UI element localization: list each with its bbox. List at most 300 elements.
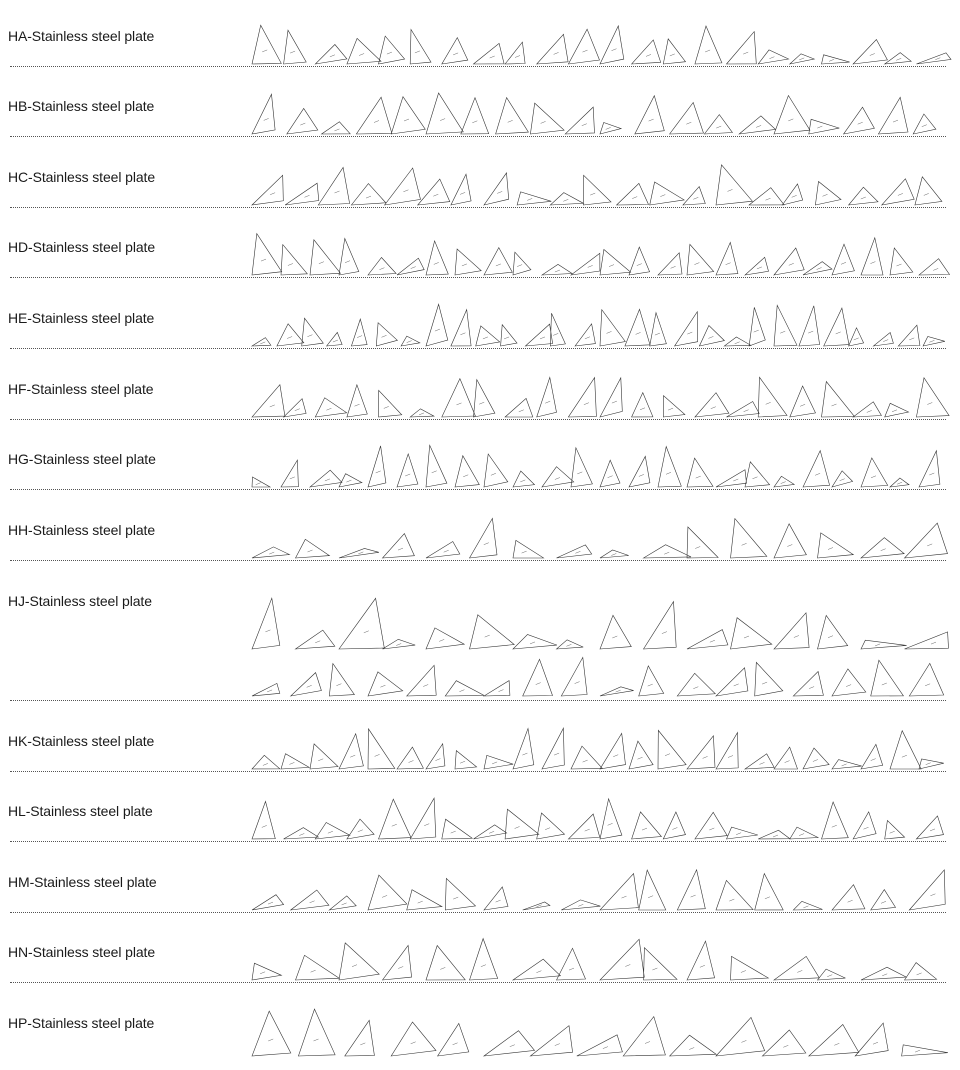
plate-piece bbox=[774, 956, 819, 980]
plate-piece bbox=[716, 242, 738, 275]
plate-marking bbox=[287, 337, 292, 339]
plate-piece bbox=[745, 257, 769, 275]
plate-marking bbox=[933, 268, 938, 270]
plate-piece bbox=[724, 337, 751, 346]
plate-piece bbox=[327, 332, 343, 346]
plate-piece bbox=[731, 519, 767, 558]
plate-piece bbox=[252, 338, 271, 346]
plate-piece bbox=[397, 258, 424, 275]
plate-piece bbox=[695, 26, 722, 64]
row-label: HF-Stainless steel plate bbox=[8, 381, 154, 397]
plate-piece bbox=[803, 748, 829, 769]
plate-piece bbox=[571, 253, 600, 275]
plate-marking bbox=[519, 410, 524, 412]
plate-marking bbox=[522, 753, 527, 755]
plate-piece bbox=[445, 681, 484, 696]
plate-marking bbox=[870, 262, 875, 264]
plate-marking bbox=[927, 544, 932, 546]
plate-marking bbox=[345, 261, 350, 263]
plate-marking bbox=[799, 834, 804, 836]
plate-piece bbox=[600, 939, 644, 980]
plate-marking bbox=[451, 831, 456, 833]
plate-marking bbox=[637, 264, 642, 266]
plate-piece bbox=[809, 1025, 859, 1057]
plate-marking bbox=[424, 824, 429, 826]
plate-marking bbox=[760, 762, 765, 764]
plate-piece bbox=[644, 602, 677, 649]
plate-marking bbox=[490, 56, 495, 58]
plate-piece bbox=[902, 1045, 948, 1056]
plate-piece bbox=[252, 1011, 291, 1056]
plate-piece bbox=[513, 959, 560, 980]
plate-marking bbox=[460, 192, 465, 194]
plate-marking bbox=[709, 828, 714, 830]
plate-marking bbox=[328, 831, 333, 833]
plate-piece bbox=[339, 598, 384, 649]
row-label: HN-Stainless steel plate bbox=[8, 944, 155, 960]
plate-piece bbox=[550, 193, 583, 205]
plate-marking bbox=[871, 476, 876, 478]
plate-marking bbox=[817, 126, 822, 128]
plate-piece bbox=[745, 462, 770, 487]
plate-marking bbox=[639, 474, 644, 476]
plate-marking bbox=[333, 340, 338, 342]
plate-piece bbox=[913, 114, 936, 134]
plate-piece bbox=[379, 36, 405, 64]
plate-marking bbox=[563, 199, 568, 201]
plate-marking bbox=[703, 756, 708, 758]
plate-piece bbox=[687, 941, 715, 980]
plate-piece bbox=[383, 945, 412, 980]
plate-piece bbox=[853, 812, 876, 839]
plate-piece bbox=[890, 731, 921, 769]
plate-piece bbox=[537, 34, 568, 64]
plate-piece bbox=[461, 98, 489, 134]
plate-marking bbox=[846, 685, 851, 687]
plate-marking bbox=[741, 971, 746, 973]
plate-marking bbox=[693, 197, 698, 199]
plate-piece bbox=[670, 103, 704, 135]
row-label: HJ-Stainless steel plate bbox=[8, 593, 152, 609]
plate-marking bbox=[261, 259, 266, 261]
plate-piece bbox=[484, 1031, 535, 1056]
plate-marking bbox=[815, 473, 820, 475]
plate-piece bbox=[252, 477, 270, 487]
plate-marking bbox=[260, 972, 265, 974]
plate-marking bbox=[553, 333, 558, 335]
plate-piece bbox=[577, 1035, 623, 1056]
plate-piece bbox=[905, 523, 948, 558]
plate-marking bbox=[537, 905, 542, 907]
plate-piece bbox=[898, 325, 920, 346]
plate-piece bbox=[600, 799, 622, 839]
plate-marking bbox=[931, 642, 936, 644]
plate-marking bbox=[582, 124, 587, 126]
row-label: HG-Stainless steel plate bbox=[8, 451, 156, 467]
plate-piece bbox=[561, 657, 587, 696]
plate-marking bbox=[311, 970, 316, 972]
plate-piece bbox=[916, 53, 951, 64]
plate-piece bbox=[632, 393, 653, 417]
plate-piece bbox=[513, 729, 534, 770]
plate-marking bbox=[693, 687, 698, 689]
plate-piece bbox=[351, 319, 367, 346]
plate-marking bbox=[783, 1045, 788, 1047]
plate-piece bbox=[252, 385, 285, 417]
plate-piece bbox=[407, 665, 437, 696]
plate-piece bbox=[687, 244, 714, 275]
plate-piece bbox=[252, 801, 275, 839]
plate-piece bbox=[774, 305, 797, 346]
plate-marking bbox=[382, 335, 387, 337]
plate-piece bbox=[699, 326, 724, 347]
plate-marking bbox=[375, 754, 380, 756]
plate-marking bbox=[585, 337, 590, 339]
plate-marking bbox=[742, 543, 747, 545]
plate-piece bbox=[818, 969, 846, 980]
plate-marking bbox=[670, 54, 675, 56]
plate-marking bbox=[527, 198, 532, 200]
plate-piece bbox=[731, 618, 772, 649]
plate-piece bbox=[687, 630, 728, 649]
plate-marking bbox=[871, 759, 876, 761]
plate-marking bbox=[434, 262, 439, 264]
plate-marking bbox=[419, 413, 424, 415]
plate-marking bbox=[892, 410, 897, 412]
plate-piece bbox=[583, 175, 611, 205]
plate-strip bbox=[0, 866, 960, 918]
plate-piece bbox=[644, 545, 692, 558]
plate-marking bbox=[491, 473, 496, 475]
plate-marking bbox=[608, 823, 613, 825]
row-separator bbox=[10, 489, 946, 490]
plate-piece bbox=[252, 547, 289, 558]
plate-marking bbox=[358, 552, 363, 554]
plate-piece bbox=[252, 94, 275, 134]
plate-marking bbox=[836, 332, 841, 334]
plate-piece bbox=[916, 378, 949, 417]
plate-marking bbox=[384, 406, 389, 408]
plate-marking bbox=[733, 479, 738, 481]
plate-piece bbox=[885, 53, 912, 64]
plate-marking bbox=[930, 829, 935, 831]
plate-marking bbox=[520, 480, 525, 482]
plate-piece bbox=[832, 471, 853, 487]
plate-piece bbox=[818, 615, 848, 649]
plate-piece bbox=[873, 333, 893, 347]
plate-piece bbox=[658, 447, 681, 487]
row-separator bbox=[10, 771, 946, 772]
plate-piece bbox=[470, 518, 498, 558]
plate-piece bbox=[530, 103, 564, 134]
row-separator bbox=[10, 136, 946, 137]
plate-marking bbox=[300, 123, 305, 125]
plate-marking bbox=[929, 473, 934, 475]
plate-piece bbox=[632, 40, 661, 64]
plate-marking bbox=[842, 764, 847, 766]
plate-marking bbox=[290, 477, 295, 479]
plate-marking bbox=[439, 639, 444, 641]
plate-marking bbox=[652, 968, 657, 970]
plate-piece bbox=[600, 310, 625, 346]
plate-piece bbox=[739, 116, 775, 134]
plate-piece bbox=[695, 812, 727, 839]
plate-piece bbox=[281, 754, 309, 769]
plate-piece bbox=[368, 875, 407, 910]
plate-piece bbox=[513, 540, 544, 558]
plate-marking bbox=[716, 126, 721, 128]
plate-marking bbox=[728, 189, 733, 191]
plate-marking bbox=[517, 265, 522, 267]
plate-piece bbox=[410, 798, 436, 839]
plate-piece bbox=[600, 378, 622, 417]
plate-piece bbox=[575, 324, 595, 346]
plate-marking bbox=[459, 690, 464, 692]
plate-marking bbox=[662, 632, 667, 634]
plate-marking bbox=[583, 760, 588, 762]
plate-marking bbox=[799, 58, 804, 60]
plate-piece bbox=[281, 460, 298, 487]
plate-piece bbox=[727, 827, 758, 839]
plate-piece bbox=[426, 241, 448, 275]
plate-piece bbox=[600, 123, 621, 135]
plate-piece bbox=[790, 386, 816, 417]
plate-marking bbox=[832, 404, 837, 406]
plate-piece bbox=[391, 1022, 436, 1056]
plate-marking bbox=[773, 835, 778, 837]
plate-piece bbox=[368, 672, 403, 696]
plate-marking bbox=[909, 338, 914, 340]
plate-marking bbox=[813, 760, 818, 762]
plate-marking bbox=[359, 54, 364, 56]
plate-marking bbox=[882, 683, 887, 685]
plate-piece bbox=[542, 467, 574, 487]
plate-piece bbox=[853, 40, 887, 65]
plate-marking bbox=[267, 690, 272, 692]
plate-piece bbox=[832, 669, 866, 696]
plate-marking bbox=[671, 266, 676, 268]
plate-marking bbox=[766, 198, 771, 200]
plate-marking bbox=[762, 682, 767, 684]
plate-marking bbox=[398, 548, 403, 550]
plate-piece bbox=[623, 1017, 665, 1056]
plate-piece bbox=[537, 813, 565, 839]
plate-strip bbox=[0, 90, 960, 142]
plate-marking bbox=[326, 408, 331, 410]
plate-piece bbox=[252, 895, 284, 910]
plate-piece bbox=[919, 259, 950, 275]
plate-piece bbox=[916, 816, 943, 839]
plate-piece bbox=[426, 542, 460, 559]
plate-piece bbox=[496, 98, 529, 134]
plate-piece bbox=[339, 549, 379, 559]
plate-marking bbox=[403, 190, 408, 192]
plate-piece bbox=[426, 304, 448, 346]
plate-marking bbox=[864, 827, 869, 829]
plate-piece bbox=[632, 812, 662, 839]
plate-piece bbox=[296, 539, 330, 558]
plate-marking bbox=[756, 125, 761, 127]
plate-marking bbox=[780, 331, 785, 333]
plate-marking bbox=[453, 1043, 458, 1045]
plate-marking bbox=[632, 197, 637, 199]
plate-marking bbox=[893, 120, 898, 122]
row-separator bbox=[10, 700, 946, 701]
plate-piece bbox=[455, 456, 479, 487]
plate-piece bbox=[600, 250, 631, 276]
plate-piece bbox=[919, 451, 940, 487]
row-label: HH-Stainless steel plate bbox=[8, 522, 155, 538]
plate-piece bbox=[513, 252, 531, 275]
plate-piece bbox=[774, 476, 794, 487]
plate-marking bbox=[744, 636, 749, 638]
plate-piece bbox=[749, 307, 765, 346]
plate-marking bbox=[536, 971, 541, 973]
plate-marking bbox=[288, 264, 293, 266]
plate-piece bbox=[629, 741, 653, 769]
plate-marking bbox=[789, 263, 794, 265]
plate-marking bbox=[691, 895, 696, 897]
plate-piece bbox=[523, 659, 553, 696]
plate-marking bbox=[700, 965, 705, 967]
plate-marking bbox=[867, 410, 872, 412]
plate-marking bbox=[648, 896, 653, 898]
plate-marking bbox=[729, 899, 734, 901]
plate-piece bbox=[861, 967, 906, 980]
plate-marking bbox=[433, 194, 438, 196]
plate-marking bbox=[409, 761, 414, 763]
plate-piece bbox=[755, 662, 783, 696]
plate-marking bbox=[827, 975, 832, 977]
plate-marking bbox=[794, 636, 799, 638]
plate-marking bbox=[262, 825, 267, 827]
plate-piece bbox=[484, 454, 508, 487]
plate-marking bbox=[808, 331, 813, 333]
plate-piece bbox=[391, 97, 425, 134]
plate-strip bbox=[0, 302, 960, 354]
plate-marking bbox=[380, 685, 385, 687]
plate-piece bbox=[426, 946, 465, 981]
plate-marking bbox=[625, 965, 630, 967]
plate-marking bbox=[930, 894, 935, 896]
plate-marking bbox=[577, 472, 582, 474]
plate-piece bbox=[727, 32, 757, 64]
plate-marking bbox=[711, 407, 716, 409]
plate-marking bbox=[765, 897, 770, 899]
plate-piece bbox=[861, 458, 888, 487]
plate-piece bbox=[277, 324, 304, 346]
plate-marking bbox=[828, 636, 833, 638]
plate-piece bbox=[523, 902, 550, 910]
plate-piece bbox=[909, 663, 943, 696]
plate-piece bbox=[644, 948, 678, 980]
plate-piece bbox=[731, 956, 769, 980]
row-separator bbox=[10, 348, 946, 349]
plate-piece bbox=[861, 238, 883, 275]
plate-marking bbox=[613, 755, 618, 757]
plate-marking bbox=[440, 967, 445, 969]
plate-marking bbox=[861, 197, 866, 199]
plate-piece bbox=[451, 310, 471, 346]
plate-piece bbox=[600, 460, 620, 487]
plate-marking bbox=[492, 762, 497, 764]
plate-marking bbox=[268, 1039, 273, 1041]
plate-marking bbox=[660, 195, 665, 197]
plate-piece bbox=[284, 828, 319, 839]
plate-marking bbox=[897, 482, 902, 484]
plate-piece bbox=[383, 639, 416, 649]
plate-piece bbox=[855, 1023, 888, 1056]
plate-piece bbox=[617, 183, 649, 205]
plate-marking bbox=[883, 340, 888, 342]
plate-marking bbox=[423, 685, 428, 687]
plate-marking bbox=[896, 58, 901, 60]
plate-piece bbox=[410, 409, 434, 417]
plate-piece bbox=[687, 458, 713, 487]
plate-piece bbox=[426, 628, 464, 649]
plate-piece bbox=[677, 870, 705, 910]
row-separator bbox=[10, 207, 946, 208]
plate-marking bbox=[318, 759, 323, 761]
plate-marking bbox=[829, 59, 834, 61]
plate-marking bbox=[769, 57, 774, 59]
plate-piece bbox=[252, 25, 281, 64]
plate-marking bbox=[407, 341, 412, 343]
row-separator bbox=[10, 419, 946, 420]
plate-piece bbox=[287, 108, 318, 134]
plate-piece bbox=[474, 380, 495, 417]
plate-strip bbox=[0, 373, 960, 425]
plate-marking bbox=[411, 267, 416, 269]
plate-strip bbox=[0, 585, 960, 657]
plate-marking bbox=[346, 480, 351, 482]
plate-piece bbox=[687, 736, 715, 769]
plate-piece bbox=[727, 402, 760, 418]
plate-piece bbox=[284, 399, 307, 417]
plate-piece bbox=[310, 470, 342, 487]
plate-piece bbox=[871, 660, 904, 696]
plate-piece bbox=[530, 1026, 572, 1056]
plate-marking bbox=[308, 550, 313, 552]
plate-marking bbox=[788, 119, 793, 121]
plate-piece bbox=[890, 248, 913, 275]
plate-marking bbox=[307, 685, 312, 687]
plate-marking bbox=[590, 193, 595, 195]
plate-marking bbox=[260, 342, 265, 344]
plate-strip bbox=[0, 725, 960, 777]
plate-marking bbox=[515, 56, 520, 58]
plate-piece bbox=[455, 249, 481, 275]
plate-marking bbox=[453, 897, 458, 899]
plate-piece bbox=[755, 874, 784, 910]
plate-piece bbox=[600, 733, 626, 769]
plate-piece bbox=[878, 97, 908, 134]
plate-marking bbox=[265, 630, 270, 632]
plate-piece bbox=[426, 445, 447, 487]
plate-marking bbox=[870, 54, 875, 56]
plate-piece bbox=[385, 168, 421, 205]
plate-piece bbox=[474, 825, 507, 839]
plate-piece bbox=[815, 182, 841, 206]
plate-marking bbox=[666, 472, 671, 474]
plate-marking bbox=[781, 482, 786, 484]
plate-piece bbox=[635, 96, 665, 134]
plate-marking bbox=[541, 121, 546, 123]
plate-marking bbox=[902, 755, 907, 757]
plate-piece bbox=[774, 613, 809, 649]
plate-marking bbox=[444, 550, 449, 552]
plate-piece bbox=[799, 306, 820, 346]
